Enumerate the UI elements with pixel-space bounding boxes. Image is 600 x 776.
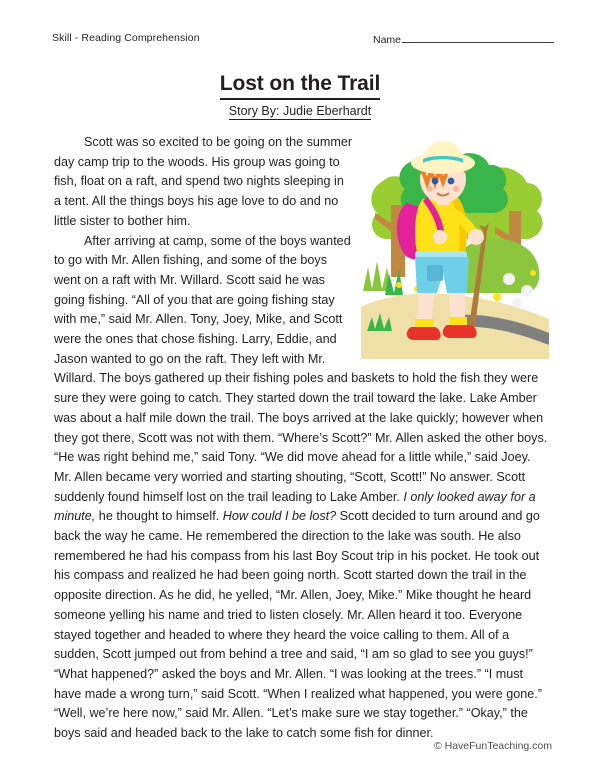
name-field: [373, 32, 554, 46]
name-input-line[interactable]: [402, 32, 554, 43]
story-paragraph-2-text-c: Scott decided to turn around and go back the way he came. He remembered the direction to the lake was south. He also remembered he had his compass from his last Boy Scout trip in his pocket. He took out his compass and realized he had been going north. Scott started down the trail in the opposite direction. As he did, he yelled, “Mr. Allen, Joey, Mike.” Mike thought he heard someone yelling his name and tried to listen closely. Mr. Allen heard it too. Everyone stayed together and headed to where they heard the voice calling to them. All of a sudden, Scott jumped out from behind a tree and said, “I am so glad to see you guys!” “What happened?” asked the boys and Mr. Allen. “I was looking at the trees.” “I must have made a wrong turn,” said Scott. “When I realized what happened, you were gone.” “Well, we’re here now,” said Mr. Allen. “Let’s make sure we stay together.” “Okay,” the boys said and headed back to the lake to catch some fish for dinner.: [54, 509, 542, 741]
footer-copyright: © HaveFunTeaching.com: [433, 740, 552, 752]
skill-label: Skill - Reading Comprehension: [52, 32, 200, 44]
illustration-text-wrap-spacer: [353, 133, 549, 359]
story-paragraph-2-italic-b: How could I be lost?: [222, 509, 337, 524]
worksheet-header: [52, 32, 554, 52]
story-body: [54, 133, 549, 744]
name-label: Name: [372, 34, 401, 46]
story-paragraph-2-text-a: After arriving at camp, some of the boys wanted to go with Mr. Allen fishing, and some of the boys went on a raft with Mr. Willard. Scott said he was going fishing. “All of you that are going fishing stay with me,” said Mr. Allen. Tony, Joey, Mike, and Scott were the ones that chose fishing. Larry, Eddie, and Jason wanted to go on the raft. They left with Mr. Willard. The boys gathered up their fishing poles and baskets to hold the fish they were sure they were going to catch. They started down the trail toward the lake. Lake Amber was about a half mile down the trail. The boys arrived at the lake quickly; however when they got there, Scott was not with them. “Where’s Scott?” Mr. Allen asked the other boys. “He was right behind me,” said Tony. “We did move ahead for a little while,” said Joey. Mr. Allen became very worried and starting shouting, “Scott, Scott!” No answer. Scott suddenly found himself lost on the trail leading to Lake Amber.: [54, 233, 548, 504]
story-byline: Story By: Judie Eberhardt: [228, 103, 372, 118]
title-block: [0, 72, 600, 120]
story-paragraph-2-italic-a: I only looked away for a minute,: [54, 489, 536, 524]
story-paragraph-2-text-b: he thought to himself.: [95, 509, 223, 524]
page-title: Lost on the Trail: [220, 72, 380, 100]
story-paragraph-1: Scott was so excited to be going on the summer day camp trip to the woods. His group was going to fish, float on a raft, and spend two nights sleeping in a tent. All the things boys his age love to do and no little sister to bother him.: [54, 135, 353, 228]
